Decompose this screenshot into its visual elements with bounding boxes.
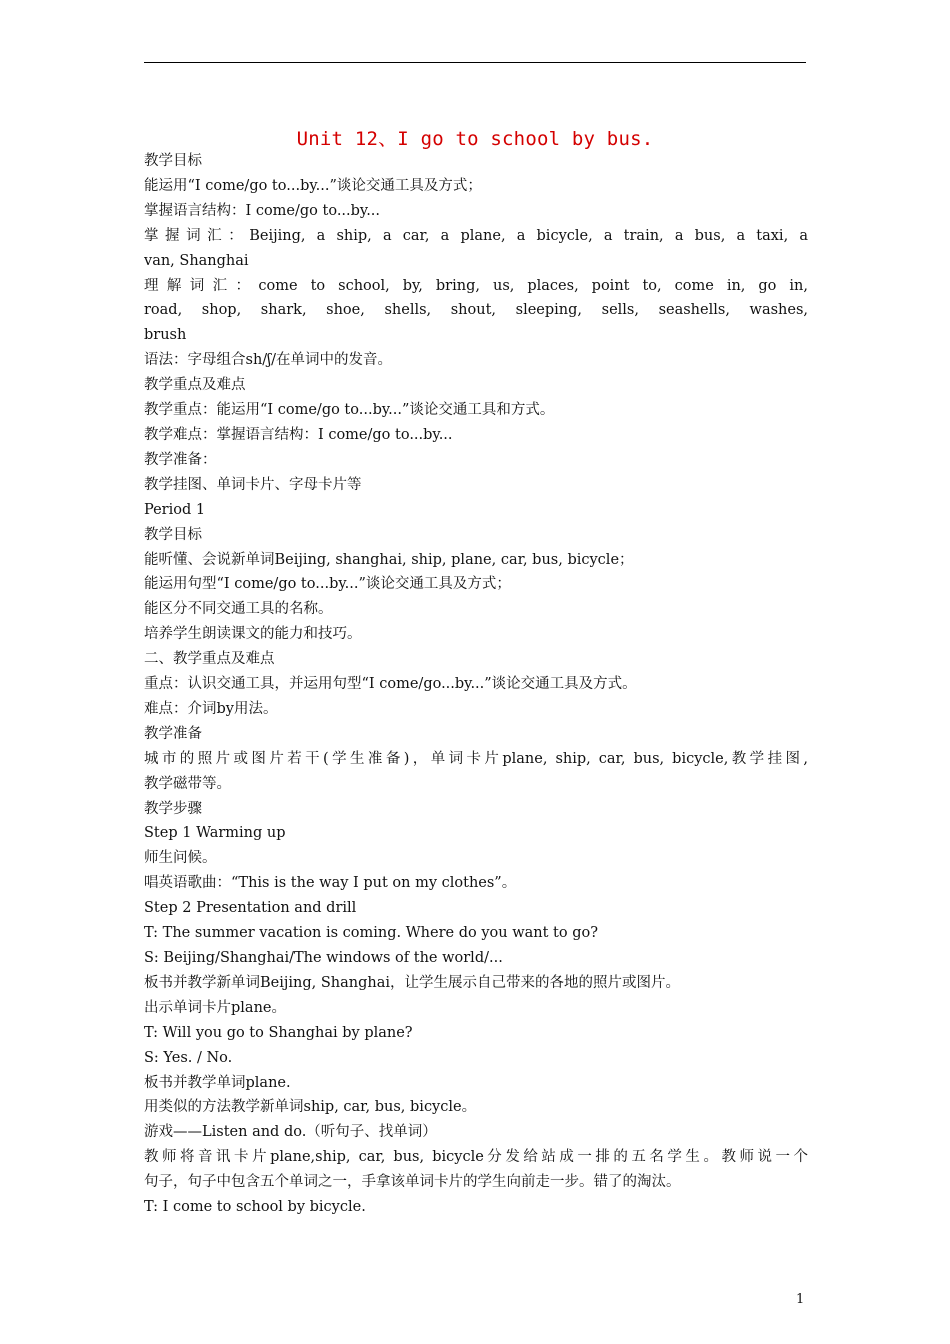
text-line: Period 1	[144, 501, 206, 518]
text-line: road, shop, shark, shoe, shells, shout, sleeping, sells, seashells, washes,	[144, 302, 808, 319]
page-number: 1	[796, 1292, 805, 1307]
text-line: 教师将音讯卡片plane,ship, car, bus, bicycle分发给站成一排的五名学生。教师说一个	[144, 1149, 808, 1166]
text-line: 能运用“I come/go to...by...”谈论交通工具及方式；	[144, 177, 482, 194]
text-line: 掌握语言结构：I come/go to...by...	[144, 202, 381, 219]
text-line: 重点：认识交通工具，并运用句型“I come/go...by...”谈论交通工具及方式。	[144, 676, 637, 693]
text-line: van, Shanghai	[144, 252, 249, 269]
text-line: 用类似的方法教学新单词ship, car, bus, bicycle。	[144, 1099, 477, 1116]
text-line: 教学挂图、单词卡片、字母卡片等	[144, 476, 362, 493]
text-line: 板书并教学新单词Beijing, Shanghai，让学生展示自己带来的各地的照片或图片。	[144, 974, 681, 991]
text-line: Step 1 Warming up	[144, 825, 286, 842]
text-line: 能区分不同交通工具的名称。	[144, 601, 333, 618]
text-line: 能运用句型“I come/go to...by...”谈论交通工具及方式；	[144, 576, 511, 593]
text-line: 教学准备：	[144, 451, 217, 468]
text-line: 掌握词汇：Beijing, a ship, a car, a plane, a bicycle, a train, a bus, a taxi, a	[144, 227, 808, 244]
text-line: 教学目标	[144, 526, 202, 543]
text-line: 理解词汇：come to school, by, bring, us, places, point to, come in, go in,	[144, 277, 808, 294]
text-line: 语法：字母组合sh/ʃ/在单词中的发音。	[144, 352, 392, 369]
text-line: T: I come to school by bicycle.	[144, 1199, 366, 1216]
text-line: Step 2 Presentation and drill	[144, 900, 357, 917]
text-line: S: Yes. / No.	[144, 1049, 233, 1066]
text-line: 教学步骤	[144, 800, 202, 817]
text-line: 能听懂、会说新单词Beijing, shanghai, ship, plane, car, bus, bicycle；	[144, 551, 634, 568]
text-line: brush	[144, 327, 187, 344]
text-line: 教学磁带等。	[144, 775, 231, 792]
text-line: 句子，句子中包含五个单词之一，手拿该单词卡片的学生向前走一步。错了的淘汰。	[144, 1174, 681, 1191]
text-line: T: Will you go to Shanghai by plane?	[144, 1024, 413, 1041]
text-line: 板书并教学单词plane.	[144, 1074, 291, 1091]
text-line: 师生问候。	[144, 850, 217, 867]
text-line: 二、教学重点及难点	[144, 651, 275, 668]
text-line: 培养学生朗读课文的能力和技巧。	[144, 626, 362, 643]
text-line: 唱英语歌曲：“This is the way I put on my clothes”。	[144, 875, 517, 892]
text-line: 教学目标	[144, 153, 202, 169]
document-body	[144, 149, 808, 1220]
text-line: 难点：介词by用法。	[144, 700, 278, 717]
header-rule	[144, 62, 806, 63]
text-line: 游戏——Listen and do.（听句子、找单词）	[144, 1124, 437, 1141]
text-line: 教学重点：能运用“I come/go to...by...”谈论交通工具和方式。	[144, 402, 555, 419]
text-line: T: The summer vacation is coming. Where do you want to go?	[144, 925, 598, 942]
text-line: S: Beijing/Shanghai/The windows of the world/...	[144, 950, 503, 966]
text-line: 教学重点及难点	[144, 377, 246, 394]
document-title: Unit 12、I go to school by bus.	[296, 128, 654, 150]
text-line: 出示单词卡片plane。	[144, 999, 286, 1016]
text-line: 城市的照片或图片若干(学生准备)，单词卡片plane, ship, car, bus, bicycle,教学挂图,	[144, 750, 808, 767]
text-line: 教学难点：掌握语言结构：I come/go to...by...	[144, 426, 453, 443]
text-line: 教学准备	[144, 725, 202, 742]
